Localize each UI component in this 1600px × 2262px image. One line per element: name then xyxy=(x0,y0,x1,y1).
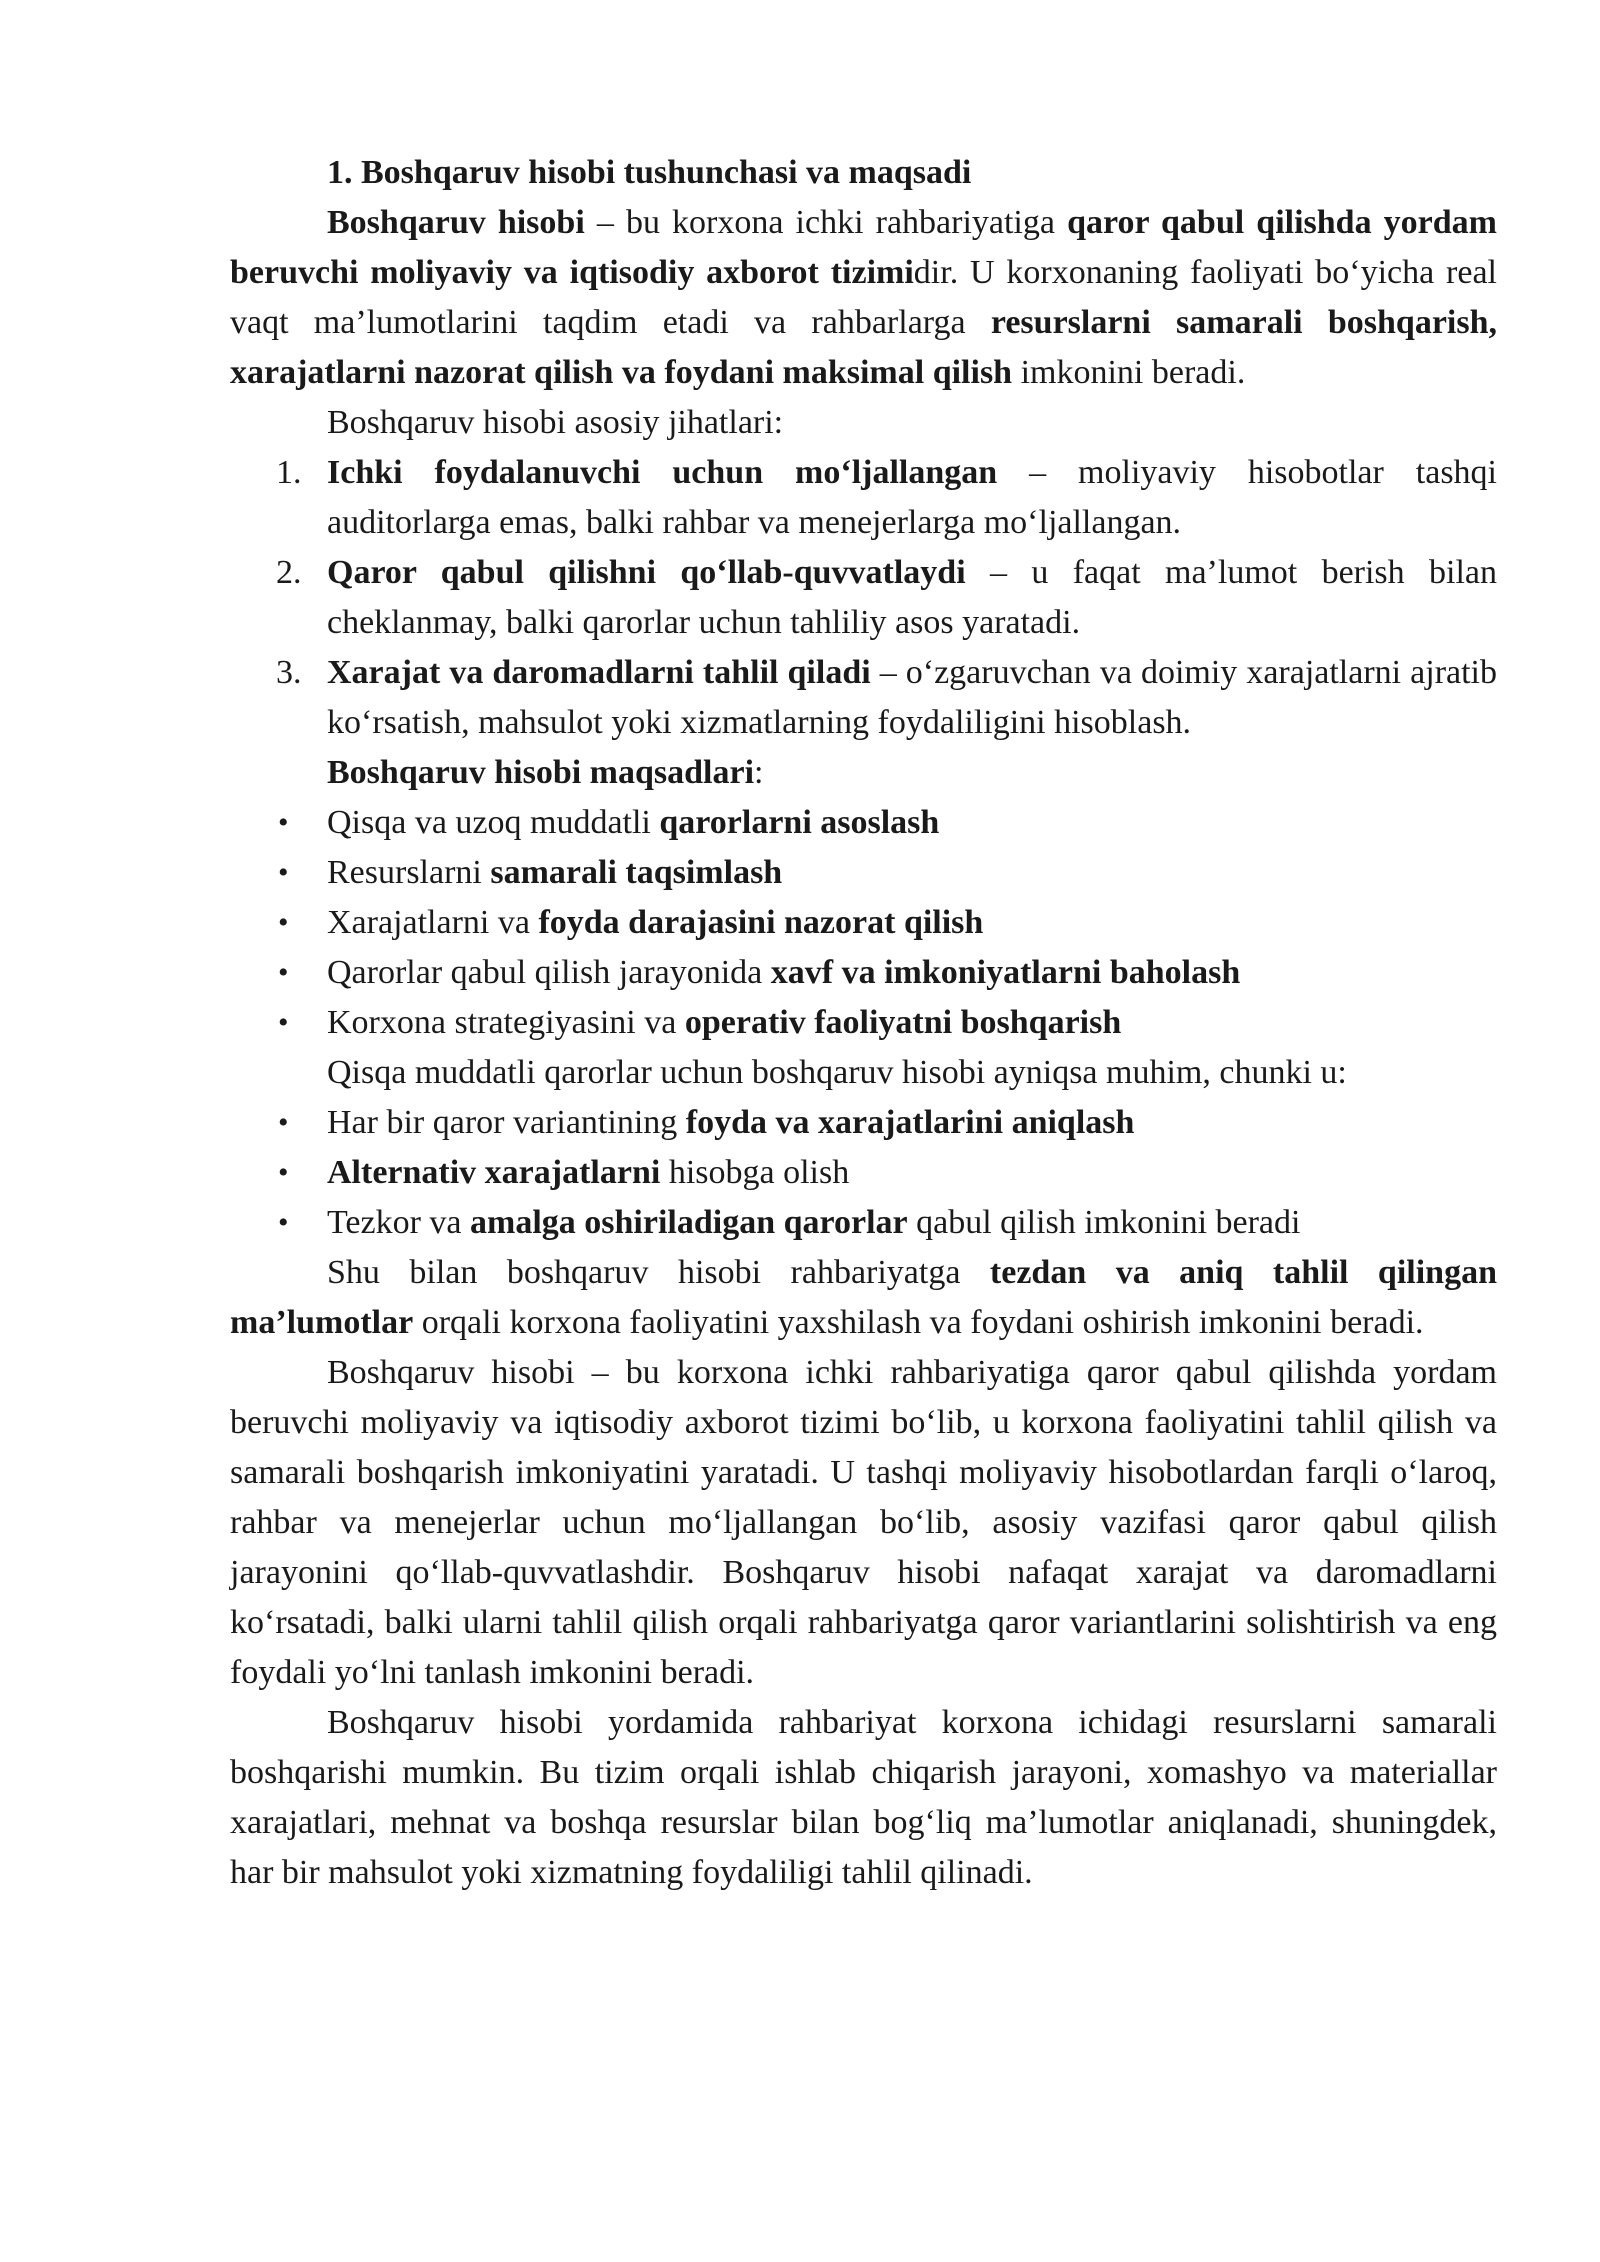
list-item: • Tezkor va amalga oshiriladigan qarorlar qabul qilish imkonini beradi xyxy=(230,1198,1497,1248)
bullet-icon: • xyxy=(278,806,289,839)
section-heading: 1. Boshqaruv hisobi tushunchasi va maqsadi xyxy=(327,154,972,191)
list-number: 1. xyxy=(276,454,302,491)
bold-term: Boshqaruv hisobi xyxy=(327,204,585,241)
list-item: 1. Ichki foydalanuvchi uchun mo‘ljallangan – moliyaviy hisobotlar tashqi auditorlarga emas, balki rahbar va menejerlarga mo‘ljallangan. xyxy=(230,448,1497,548)
short-term-list xyxy=(230,1098,1497,1248)
bullet-icon: • xyxy=(278,1006,289,1039)
list-number: 2. xyxy=(276,554,302,591)
goals-title: Boshqaruv hisobi maqsadlari: xyxy=(327,754,764,791)
intro-paragraph: Boshqaruv hisobi – bu korxona ichki rahbariyatiga qaror qabul qilishda yordam beruvchi moliyaviy va iqtisodiy axborot tizimidir. U korxonaning faoliyati bo‘yicha real vaqt ma’lumotlarini taqdim etadi va rahbarlarga resurslarni samarali boshqarish, xarajatlarni nazorat qilish va foydani maksimal qilish imkonini beradi. xyxy=(230,204,1497,391)
aspects-list xyxy=(230,448,1497,748)
bullet-icon: • xyxy=(278,1206,289,1239)
list-item: • Resurslarni samarali taqsimlash xyxy=(230,848,1497,898)
document-page xyxy=(230,148,1497,1898)
bullet-icon: • xyxy=(278,1156,289,1189)
bullet-icon: • xyxy=(278,856,289,889)
list-item: • Xarajatlarni va foyda darajasini nazorat qilish xyxy=(230,898,1497,948)
list-item: • Qarorlar qabul qilish jarayonida xavf va imkoniyatlarni baholash xyxy=(230,948,1497,998)
list-item: • Qisqa va uzoq muddatli qarorlarni asoslash xyxy=(230,798,1497,848)
body-paragraph: Boshqaruv hisobi yordamida rahbariyat korxona ichidagi resurslarni samarali boshqarishi mumkin. Bu tizim orqali ishlab chiqarish jarayoni, xomashyo va materiallar xarajatlari, mehnat va boshqa resurslar bilan bog‘liq ma’lumotlar aniqlanadi, shuningdek, har bir mahsulot yoki xizmatning foydaliligi tahlil qilinadi. xyxy=(230,1704,1497,1891)
goals-list xyxy=(230,798,1497,1048)
bullet-icon: • xyxy=(278,906,289,939)
list-item: 3. Xarajat va daromadlarni tahlil qiladi – o‘zgaruvchan va doimiy xarajatlarni ajratib ko‘rsatish, mahsulot yoki xizmatlarning foydaliligini hisoblash. xyxy=(230,648,1497,748)
list-item: • Har bir qaror variantining foyda va xarajatlarini aniqlash xyxy=(230,1098,1497,1148)
list-item: • Korxona strategiyasini va operativ faoliyatni boshqarish xyxy=(230,998,1497,1048)
aspects-intro: Boshqaruv hisobi asosiy jihatlari: xyxy=(327,404,784,441)
bold-phrase: resurslarni samarali boshqarish, xarajatlarni nazorat qilish va foydani maksimal qilish xyxy=(230,304,1497,391)
list-item: 2. Qaror qabul qilishni qo‘llab-quvvatlaydi – u faqat ma’lumot berish bilan cheklanmay, balki qarorlar uchun tahliliy asos yaratadi. xyxy=(230,548,1497,648)
body-paragraph: Boshqaruv hisobi – bu korxona ichki rahbariyatiga qaror qabul qilishda yordam beruvchi moliyaviy va iqtisodiy axborot tizimi bo‘lib, u korxona faoliyatini tahlil qilish va samarali boshqarish imkoniyatini yaratadi. U tashqi moliyaviy hisobotlardan farqli o‘laroq, rahbar va menejerlar uchun mo‘ljallangan bo‘lib, asosiy vazifasi qaror qabul qilish jarayonini qo‘llab-quvvatlashdir. Boshqaruv hisobi nafaqat xarajat va daromadlarni ko‘rsatadi, balki ularni tahlil qilish orqali rahbariyatga qaror variantlarini solishtirish va eng foydali yo‘lni tanlash imkonini beradi. xyxy=(230,1354,1497,1691)
bullet-icon: • xyxy=(278,956,289,989)
bold-phrase: qaror qabul qilishda yordam beruvchi moliyaviy va iqtisodiy axborot tizimi xyxy=(230,204,1497,291)
bullet-icon: • xyxy=(278,1106,289,1139)
list-number: 3. xyxy=(276,654,302,691)
list-item: • Alternativ xarajatlarni hisobga olish xyxy=(230,1148,1497,1198)
short-term-intro: Qisqa muddatli qarorlar uchun boshqaruv hisobi ayniqsa muhim, chunki u: xyxy=(327,1054,1347,1091)
summary-paragraph: Shu bilan boshqaruv hisobi rahbariyatga tezdan va aniq tahlil qilingan ma’lumotlar orqali korxona faoliyatini yaxshilash va foydani oshirish imkonini beradi. xyxy=(230,1254,1497,1341)
